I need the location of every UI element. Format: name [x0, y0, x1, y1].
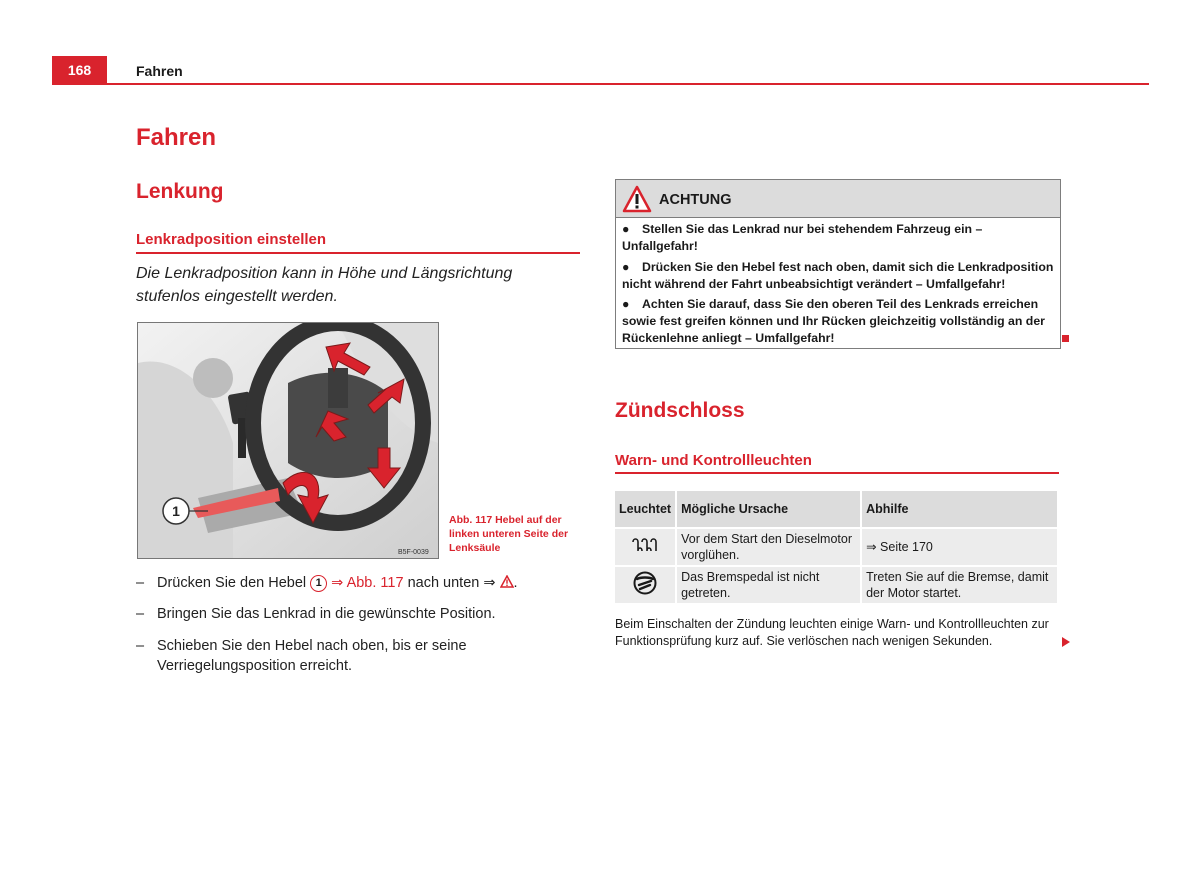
step-2: – Bringen Sie das Lenkrad in die gewünschte Position.: [136, 604, 580, 624]
warning-item-2: ● Drücken Sie den Hebel fest nach oben, damit sich die Lenkradposition nicht während der Fahrt unbeabsichtigt verändert – Umfallgefahr!: [622, 260, 1054, 291]
figure-code: B5F-0039: [398, 549, 429, 556]
step-1-callout: 1: [310, 575, 327, 592]
brake-pedal-icon: [631, 571, 659, 595]
ignition-heading: Zündschloss: [615, 399, 745, 422]
chapter-heading: Fahren: [136, 124, 217, 151]
header-section-title: Fahren: [136, 63, 183, 79]
page-number: 168: [67, 62, 92, 78]
table-cell-icon: [615, 566, 676, 604]
warning-triangle-icon: [622, 185, 652, 213]
glow-plug-icon: [631, 537, 659, 553]
subsection-heading: Lenkradposition einstellen: [136, 231, 327, 248]
steering-wheel-illustration: [138, 323, 438, 558]
intro-text: Die Lenkradposition kann in Höhe und Längsrichtung stufenlos eingestellt werden.: [136, 265, 513, 305]
step-3-text: Schieben Sie den Hebel nach oben, bis er seine Verriegelungsposition erreicht.: [157, 638, 467, 674]
table-cell-cause: Vor dem Start den Dieselmotor vorglühen.: [676, 528, 861, 566]
column-header-remedy: Abhilfe: [861, 491, 1058, 528]
steering-wheel-figure: [137, 322, 439, 559]
step-dash: –: [136, 575, 145, 591]
step-2-text: Bringen Sie das Lenkrad in die gewünschte Position.: [157, 606, 496, 622]
ignition-note: Beim Einschalten der Zündung leuchten einige Warn- und Kontrollleuchten zur Funktionsprüfung kurz auf. Sie verlöschen nach wenigen Sekunden.: [615, 617, 1049, 648]
table-header-row: [615, 491, 1058, 528]
warning-lights-rule: [615, 472, 1059, 474]
column-header-cause: Mögliche Ursache: [676, 491, 861, 528]
section-heading: Lenkung: [136, 180, 224, 203]
warning-triangle-icon[interactable]: [500, 575, 514, 588]
figure-callout-label: 1: [172, 503, 180, 519]
step-1: – Drücken Sie den Hebel 1 ⇒ Abb. 117 nach unten ⇒ .: [136, 575, 518, 591]
table-row: [615, 566, 1058, 604]
warning-item-1: ● Stellen Sie das Lenkrad nur bei stehendem Fahrzeug ein – Unfallgefahr!: [622, 222, 983, 253]
subsection-rule: [136, 252, 580, 254]
warning-lights-heading: Warn- und Kontrollleuchten: [615, 452, 812, 469]
header-rule: [52, 83, 1149, 85]
warning-title: ACHTUNG: [659, 192, 732, 208]
table-row: [615, 528, 1058, 566]
continue-arrow-icon: [1062, 637, 1070, 647]
figure-reference-link[interactable]: ⇒ Abb. 117: [327, 575, 404, 591]
step-3: – Schieben Sie den Hebel nach oben, bis er seine Verriegelungsposition erreicht.: [136, 636, 580, 676]
step-1-text-end: nach unten ⇒: [403, 575, 500, 591]
table-cell-icon: [615, 528, 676, 566]
warning-header: [616, 180, 1060, 218]
step-1-text: Drücken Sie den Hebel: [157, 575, 311, 591]
warning-item-3: ● Achten Sie darauf, dass Sie den oberen Teil des Lenkrads erreichen sowie fest greifen können und Ihr Rücken gleichzeitig vollständig an der Rückenlehne anliegt – Umfallgefahr!: [622, 297, 1045, 345]
warning-lights-table: [615, 491, 1059, 605]
warning-box: [615, 179, 1061, 349]
table-cell-remedy: Treten Sie auf die Bremse, damit der Motor startet.: [861, 566, 1058, 604]
end-marker-square: [1062, 335, 1069, 342]
column-header-lights: Leuchtet: [615, 491, 676, 528]
table-cell-cause: Das Bremspedal ist nicht getreten.: [676, 566, 861, 604]
figure-caption: Abb. 117 Hebel auf der linken unteren Seite der Lenksäule: [449, 514, 569, 554]
table-cell-remedy: ⇒ Seite 170: [861, 528, 1058, 566]
